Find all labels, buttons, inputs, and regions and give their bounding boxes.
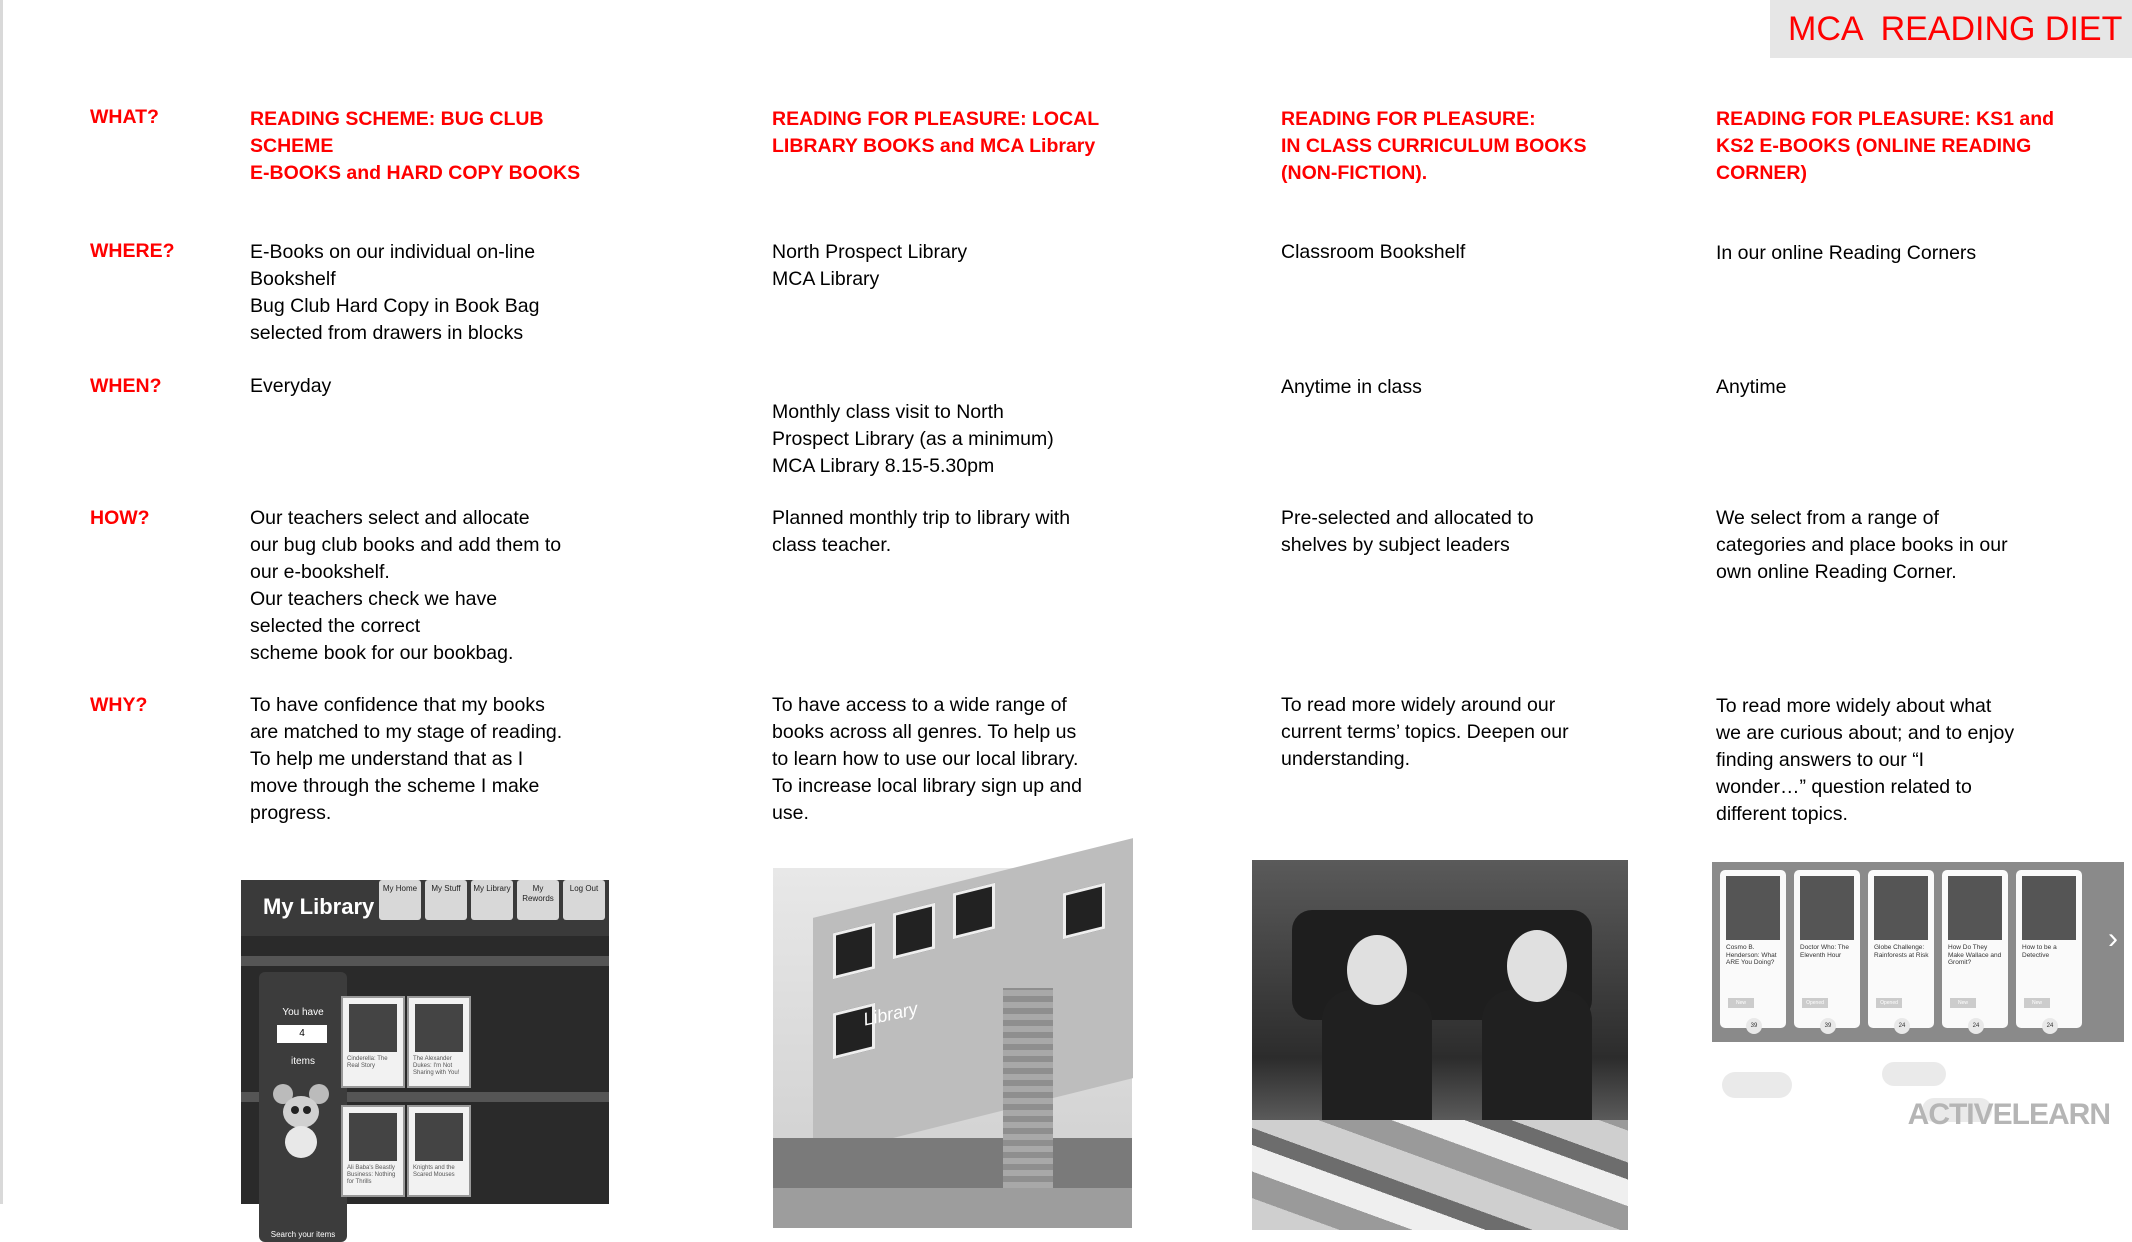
text-line: categories and place books in our	[1716, 534, 2008, 556]
text-line: IN CLASS CURRICULUM BOOKS	[1281, 135, 1587, 157]
tab-log-out: Log Out	[563, 880, 605, 920]
row-label-what: WHAT?	[90, 106, 159, 128]
row-label-where: WHERE?	[90, 240, 175, 262]
activelearn-screenshot	[1712, 862, 2124, 1146]
text-line: our e-bookshelf.	[250, 561, 390, 583]
text-line: E-BOOKS and HARD COPY BOOKS	[250, 162, 581, 184]
text-line: Our teachers select and allocate	[250, 507, 530, 529]
col3-how	[1281, 505, 1534, 559]
text-line: North Prospect Library	[772, 241, 968, 263]
text-line: Our teachers check we have	[250, 588, 498, 610]
item-count: 4	[277, 1025, 327, 1043]
book-card	[1720, 870, 1786, 1028]
text-line: current terms’ topics. Deepen our	[1281, 721, 1569, 743]
cover-art	[415, 1113, 463, 1161]
book-title: How to be a Detective	[2022, 944, 2057, 959]
cover-art	[1874, 876, 1928, 940]
status-badge: Opened	[1876, 998, 1902, 1008]
you-have-label: You have	[282, 1007, 324, 1018]
text-line: wonder…” question related to	[1716, 776, 1972, 798]
search-items-label: Search your items	[270, 1230, 336, 1239]
col4-why	[1716, 693, 2014, 828]
book-title: Cinderella: The Real Story	[347, 1056, 388, 1069]
text-line: different topics.	[1716, 803, 1848, 825]
text-line: Bookshelf	[250, 268, 336, 290]
text-line: MCA Library	[772, 268, 880, 290]
col4-where	[1716, 240, 1976, 267]
text-line: E-Books on our individual on-line	[250, 241, 536, 263]
tab-my-stuff: My Stuff	[425, 880, 467, 920]
text-line: To read more widely about what	[1716, 695, 1992, 717]
text-line: use.	[772, 802, 809, 824]
text-line: scheme book for our bookbag.	[250, 642, 514, 664]
text-line: READING FOR PLEASURE:	[1281, 108, 1536, 130]
row-label-when: WHEN?	[90, 375, 162, 397]
book-card	[2016, 870, 2082, 1028]
library-sign: Library	[861, 998, 920, 1030]
cloud-decoration	[1882, 1062, 1946, 1086]
activelearn-logo: ACTIVELEARN	[1907, 1098, 2110, 1131]
book-title: The Alexander Dukes: I'm Not Sharing with You!	[413, 1056, 460, 1076]
book-cover	[341, 1105, 405, 1197]
book-count: 24	[1894, 1018, 1910, 1034]
col1-when	[250, 373, 331, 400]
girl-face	[1347, 935, 1407, 1005]
book-count: 39	[1820, 1018, 1836, 1034]
cover-art	[1948, 876, 2002, 940]
text-line: SCHEME	[250, 135, 334, 157]
text-line: to learn how to use our local library.	[772, 748, 1079, 770]
cover-art	[2022, 876, 2076, 940]
text-line: To have confidence that my books	[250, 694, 545, 716]
stone-pillar	[1003, 988, 1053, 1218]
status-badge: New	[2024, 998, 2050, 1008]
tab-my-rewards: My Rewords	[517, 880, 559, 920]
text-line: Prospect Library (as a minimum)	[772, 428, 1054, 450]
col3-what	[1281, 106, 1587, 187]
book-card	[1794, 870, 1860, 1028]
book-card	[1868, 870, 1934, 1028]
col3-when	[1281, 374, 1422, 401]
col2-when	[772, 399, 1054, 480]
status-badge: New	[1728, 998, 1754, 1008]
text-line: are matched to my stage of reading.	[250, 721, 563, 743]
book-title: Knights and the Scared Mouses	[413, 1165, 455, 1178]
col2-what	[772, 106, 1099, 160]
tab-my-library: My Library	[471, 880, 513, 920]
cloud-decoration	[1722, 1072, 1792, 1098]
text-line: Everyday	[250, 375, 332, 397]
book-count: 24	[2042, 1018, 2058, 1034]
girl-figure	[1322, 990, 1432, 1130]
book-title: Doctor Who: The Eleventh Hour	[1800, 944, 1850, 959]
text-line: We select from a range of	[1716, 507, 1939, 529]
book-cover	[407, 996, 471, 1088]
row-label-how: HOW?	[90, 507, 150, 529]
text-line: Anytime in class	[1281, 376, 1422, 398]
status-badge: New	[1950, 998, 1976, 1008]
library-building-photo	[773, 868, 1132, 1198]
chevron-right-icon: ›	[2108, 922, 2118, 955]
col1-where	[250, 239, 539, 347]
text-line: Monthly class visit to North	[772, 401, 1004, 423]
row-label-why: WHY?	[90, 694, 148, 716]
text-line: our bug club books and add them to	[250, 534, 562, 556]
col4-when	[1716, 374, 1786, 401]
boy-figure	[1482, 990, 1592, 1130]
book-title: Globe Challenge: Rainforests at Risk	[1874, 944, 1929, 959]
book-title: Cosmo B. Henderson: What ARE You Doing?	[1726, 944, 1777, 966]
cover-art	[1726, 876, 1780, 940]
text-line: progress.	[250, 802, 332, 824]
text-line: CORNER)	[1716, 162, 1807, 184]
col4-how	[1716, 505, 2008, 586]
text-line: To read more widely around our	[1281, 694, 1556, 716]
col1-what	[250, 106, 580, 187]
book-card	[1942, 870, 2008, 1028]
text-line: To increase local library sign up and	[772, 775, 1083, 797]
book-title: Ali Baba's Beastly Business: Nothing for Thrills	[347, 1165, 396, 1185]
text-line: move through the scheme I make	[250, 775, 540, 797]
text-line: we are curious about; and to enjoy	[1716, 722, 2015, 744]
status-badge: Opened	[1802, 998, 1828, 1008]
text-line: Bug Club Hard Copy in Book Bag	[250, 295, 540, 317]
col2-where	[772, 239, 967, 293]
mouse-mascot-icon	[271, 1080, 331, 1160]
text-line: selected the correct	[250, 615, 421, 637]
book-cover	[407, 1105, 471, 1197]
cover-art	[349, 1113, 397, 1161]
book-count: 39	[1746, 1018, 1762, 1034]
col2-how	[772, 505, 1070, 559]
page-title: MCA READING DIET	[1770, 0, 2132, 58]
col4-what	[1716, 106, 2054, 187]
boy-face	[1507, 930, 1567, 1002]
children-books-photo	[1252, 860, 1628, 1190]
text-line: shelves by subject leaders	[1281, 534, 1510, 556]
text-line: In our online Reading Corners	[1716, 242, 1977, 264]
text-line: books across all genres. To help us	[772, 721, 1077, 743]
text-line: (NON-FICTION).	[1281, 162, 1428, 184]
tab-my-home: My Home	[379, 880, 421, 920]
col1-how	[250, 505, 561, 667]
book-count: 24	[1968, 1018, 1984, 1034]
page-edge	[0, 0, 3, 1204]
col3-where	[1281, 239, 1465, 266]
text-line: KS2 E-BOOKS (ONLINE READING	[1716, 135, 2032, 157]
text-line: own online Reading Corner.	[1716, 561, 1957, 583]
text-line: class teacher.	[772, 534, 892, 556]
items-label: items	[291, 1056, 315, 1067]
text-line: Classroom Bookshelf	[1281, 241, 1466, 263]
text-line: Anytime	[1716, 376, 1787, 398]
text-line: Planned monthly trip to library with	[772, 507, 1071, 529]
text-line: To help me understand that as I	[250, 748, 524, 770]
book-title: How Do They Make Wallace and Gromit?	[1948, 944, 2002, 966]
shelf	[241, 956, 609, 966]
cover-art	[415, 1004, 463, 1052]
text-line: selected from drawers in blocks	[250, 322, 524, 344]
col2-why	[772, 692, 1082, 827]
text-line: READING SCHEME: BUG CLUB	[250, 108, 544, 130]
my-library-image	[241, 880, 609, 1239]
books-on-floor	[1252, 1120, 1628, 1230]
library-title: My Library	[263, 894, 375, 919]
cover-art	[349, 1004, 397, 1052]
pavement	[773, 1188, 1132, 1228]
cover-art	[1800, 876, 1854, 940]
text-line: To have access to a wide range of	[772, 694, 1067, 716]
text-line: finding answers to our “I	[1716, 749, 1925, 771]
text-line: Pre-selected and allocated to	[1281, 507, 1534, 529]
col3-why	[1281, 692, 1569, 773]
library-tabs	[379, 880, 605, 920]
text-line: MCA Library 8.15-5.30pm	[772, 455, 995, 477]
text-line: understanding.	[1281, 748, 1411, 770]
text-line: LIBRARY BOOKS and MCA Library	[772, 135, 1096, 157]
text-line: READING FOR PLEASURE: LOCAL	[772, 108, 1100, 130]
text-line: READING FOR PLEASURE: KS1 and	[1716, 108, 2055, 130]
book-cover	[341, 996, 405, 1088]
col1-why	[250, 692, 562, 827]
